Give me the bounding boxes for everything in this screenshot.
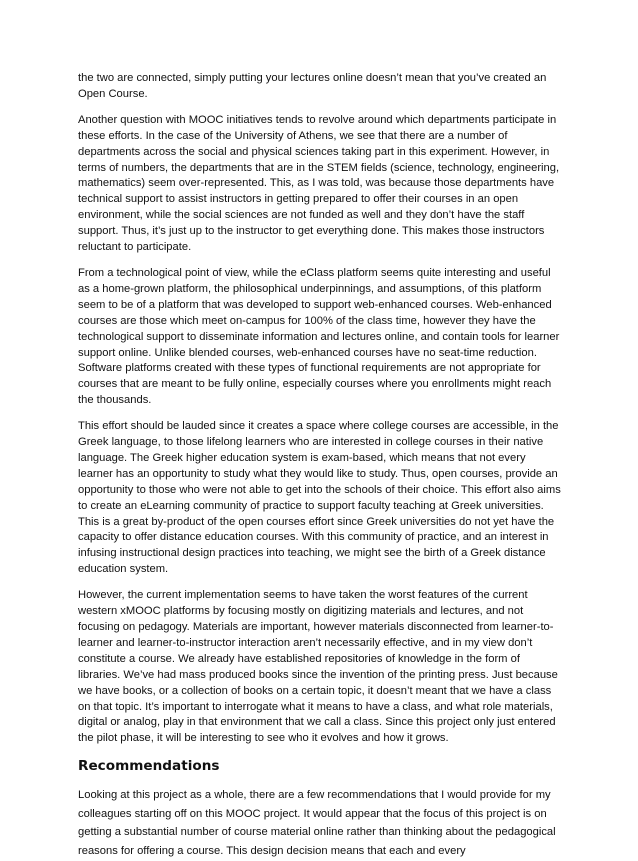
paragraph-recommendations: Looking at this project as a whole, there are a few recommendations that I would provide for my colleagues starting off on this MOOC project. It would appear that the focus of this project is on getting a substantial number of course material online rather than thinking about the pedagogical reasons for offering a course. This design decision means that each and every bbox=[78, 789, 556, 858]
section-heading-recommendations: Recommendations bbox=[78, 758, 220, 775]
paragraph-technology: From a technological point of view, while the eClass platform seems quite interesting and useful as a home-grown platform, the philosophical underpinnings, and assumptions, of this platform seem to be of a platform that was developed to support web-enhanced courses. Web-enhanced courses are those which meet on-campus for 100% of the class time, however they have the technological support to disseminate information and lectures online, and contain tools for learner support online. Unlike blended courses, web-enhanced courses have no seat-time reduction. Software platforms created with these types of functional requirements are not appropriate for courses that are meant to be fully online, especially courses where you enrollments might reach the thousands. bbox=[78, 266, 560, 407]
paragraph-open-course: the two are connected, simply putting your lectures online doesn’t mean that you’ve created an Open Course. bbox=[78, 72, 547, 100]
paragraph-departments: Another question with MOOC initiatives tends to revolve around which departments participate in these efforts. In the case of the University of Athens, we see that there are a number of departments across the social and physical sciences taking part in this experiment. However, in terms of numbers, the departments that are in the STEM fields (science, technology, engineering, mathematics) seem over-represented. This, as I was told, was because those departments have technical support to assist instructors in getting prepared to offer their courses in an open environment, while the social sciences are not funded as well and they don’t have the staff support. Thus, it’s just up to the instructor to get everything done. This makes those instructors reluctant to participate. bbox=[78, 113, 560, 254]
document-page bbox=[78, 71, 562, 861]
paragraph-effort: This effort should be lauded since it creates a space where college courses are accessible, in the Greek language, to those lifelong learners who are interested in college courses in their native language. The Greek higher education system is exam-based, which means that not every learner has an opportunity to study what they would like to study. Thus, open courses, provide an opportunity to those who were not able to get into the schools of their choice. This effort also aims to create an eLearning community of practice to support faculty teaching at Greek universities. This is a great by-product of the open courses effort since Greek universities do not yet have the capacity to offer distance education courses. With this community of practice, and an interest in infusing instructional design practices into teaching, we might see the birth of a Greek distance education system. bbox=[78, 420, 561, 576]
paragraph-implementation: However, the current implementation seems to have taken the worst features of the current western xMOOC platforms by focusing mostly on digitizing materials and lectures, and not focusing on pedagogy. Materials are important, however materials disconnected from learner-to-learner and learner-to-instructor interaction aren’t necessarily effective, and in my view don’t constitute a course. We already have established repositories of knowledge in the form of libraries. We’ve had mass produced books since the invention of the printing press. Just because we have books, or a collection of books on a certain topic, it doesn’t meant that we have a class on that topic. It’s important to interrogate what it means to have a class, and what role materials, digital or analog, play in that environment that we call a class. Since this project only just entered the pilot phase, it will be interesting to see who it evolves and how it grows. bbox=[78, 589, 558, 745]
